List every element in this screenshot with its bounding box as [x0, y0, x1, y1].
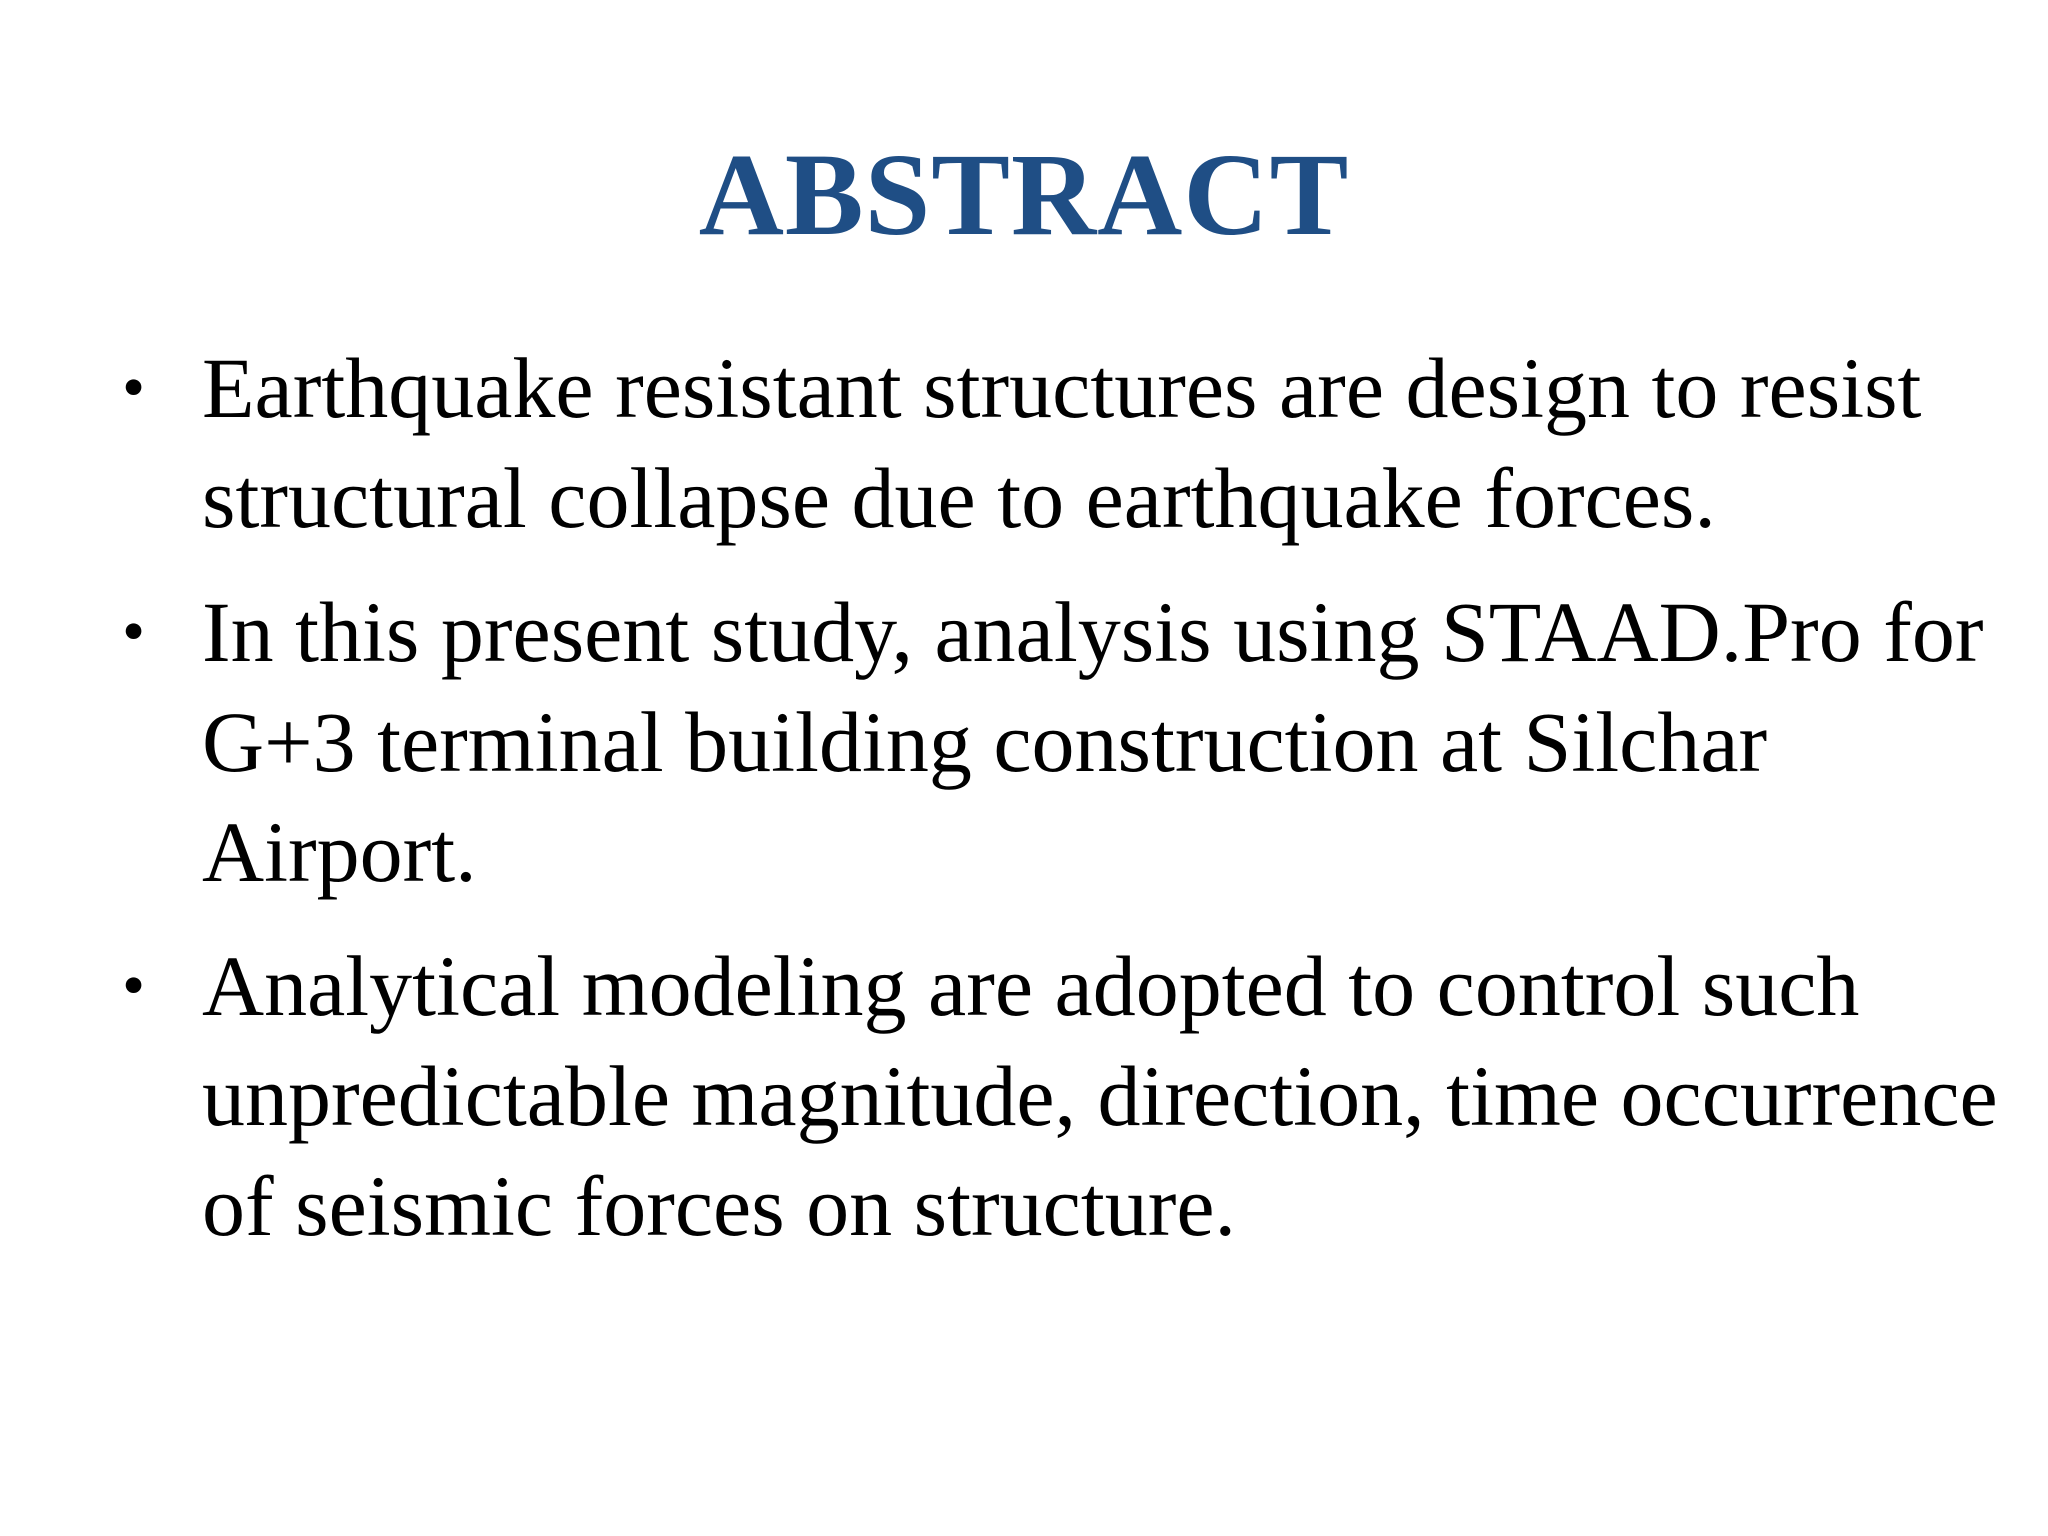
bullet-text: Analytical modeling are adopted to control such unpredictable magnitude, direction, time occurrence of seismic forces on structure. [202, 938, 1998, 1254]
bullet-text: In this present study, analysis using STAAD.Pro for G+3 terminal building construction at Silchar Airport. [202, 584, 1984, 900]
bullet-item [122, 577, 2002, 907]
bullet-item [122, 931, 2002, 1261]
bullet-dot-icon: • [122, 351, 146, 424]
bullet-text: Earthquake resistant structures are design to resist structural collapse due to earthquake forces. [202, 340, 1922, 546]
bullet-item [122, 333, 2002, 553]
bullet-dot-icon: • [122, 949, 146, 1022]
bullet-dot-icon: • [122, 595, 146, 668]
slide-title: ABSTRACT [698, 129, 1350, 260]
bullet-list [122, 333, 2002, 1285]
